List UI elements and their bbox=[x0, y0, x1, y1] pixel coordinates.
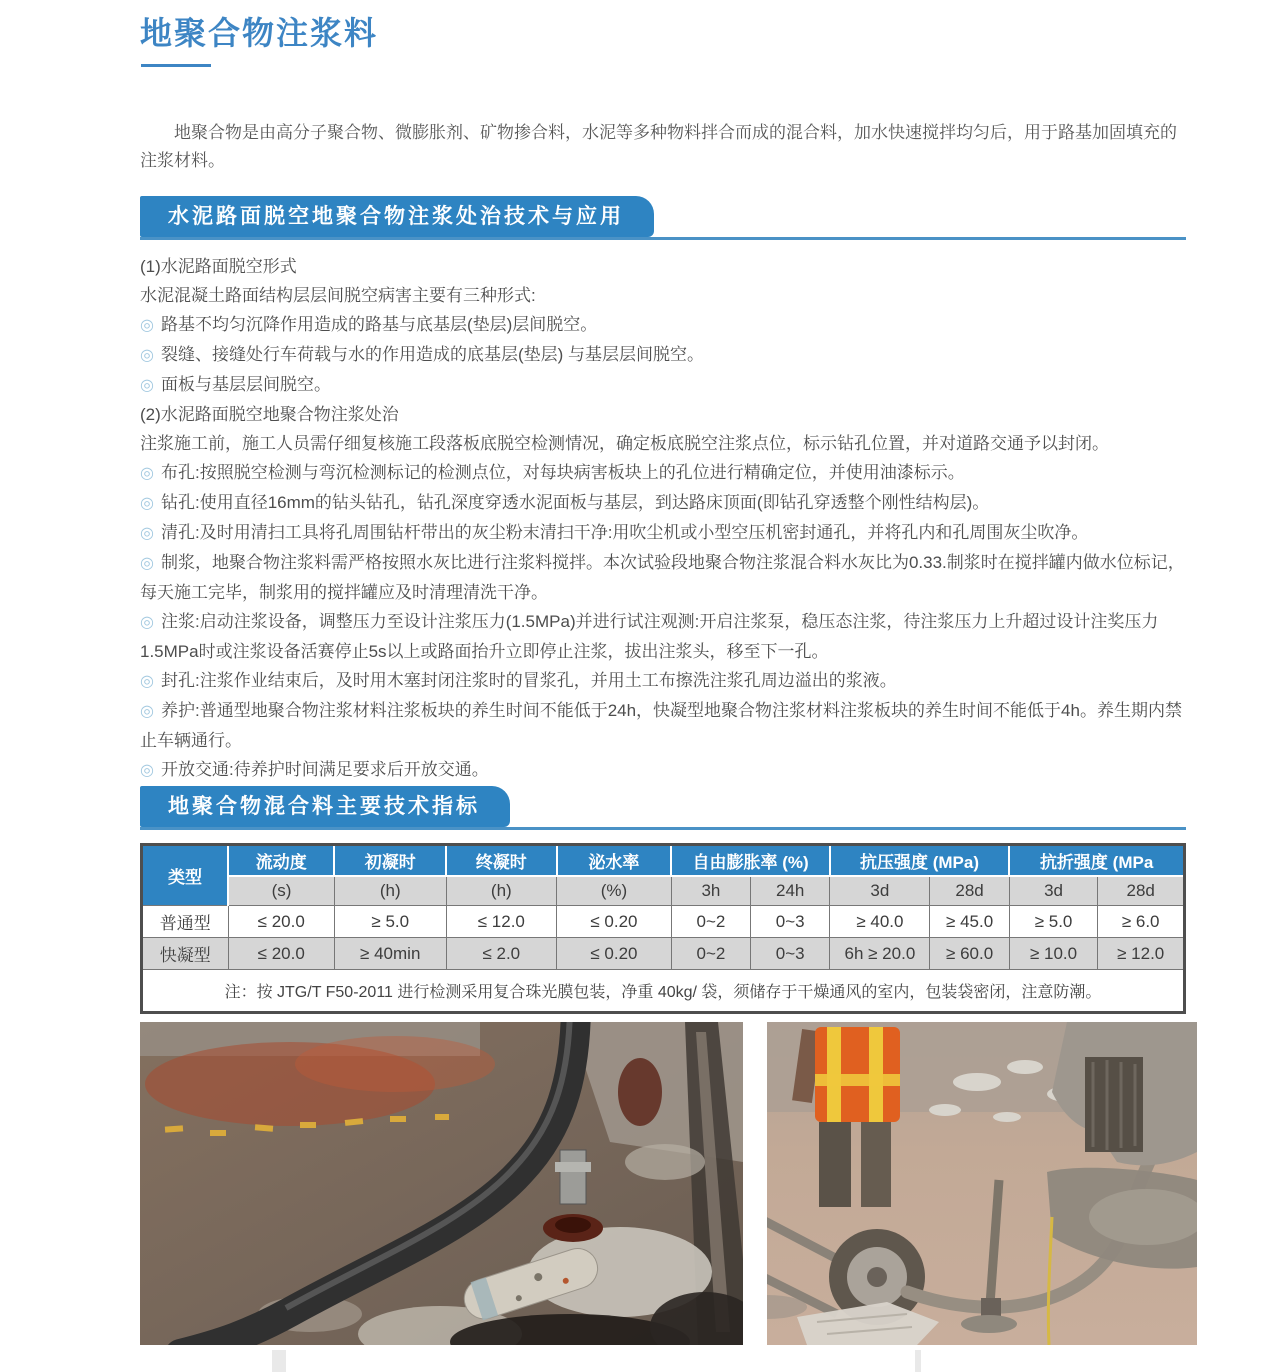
ring-bullet-icon: ◎ bbox=[140, 347, 154, 364]
spec-value-cell: ≤ 0.20 bbox=[557, 938, 672, 970]
title-underline-divider bbox=[141, 64, 211, 67]
col-header: 抗折强度 (MPa bbox=[1009, 845, 1184, 877]
ring-bullet-icon: ◎ bbox=[140, 525, 154, 542]
spec-value-cell: ≤ 20.0 bbox=[228, 938, 334, 970]
table-row bbox=[142, 938, 1185, 970]
spec-value-cell: 0~2 bbox=[671, 938, 750, 970]
col-subheader: (s) bbox=[228, 876, 334, 906]
col-subheader: 28d bbox=[930, 876, 1009, 906]
spec-value-cell: ≥ 5.0 bbox=[334, 906, 446, 938]
paragraph-text: (2)水泥路面脱空地聚合物注浆处治 bbox=[140, 405, 399, 424]
body-paragraph bbox=[140, 429, 1186, 458]
spec-value-cell: ≤ 0.20 bbox=[557, 906, 672, 938]
ring-bullet-icon: ◎ bbox=[140, 317, 154, 334]
table-note: 注：按 JTG/T F50-2011 进行检测采用复合珠光膜包装，净重 40kg/ 袋，须储存于干燥通风的室内，包装袋密闭，注意防潮。 bbox=[142, 970, 1185, 1013]
col-header: 流动度 bbox=[228, 845, 334, 877]
col-subheader: (%) bbox=[557, 876, 672, 906]
page-title: 地聚合物注浆料 bbox=[140, 15, 379, 51]
section2-banner-rule bbox=[140, 786, 1186, 830]
body-paragraph bbox=[140, 666, 1186, 696]
col-header: 终凝时 bbox=[446, 845, 557, 877]
body-paragraph bbox=[140, 696, 1186, 755]
section1-heading: 水泥路面脱空地聚合物注浆处治技术与应用 bbox=[140, 196, 654, 237]
spec-value-cell: ≥ 45.0 bbox=[930, 906, 1009, 938]
body-paragraph bbox=[140, 458, 1186, 488]
paragraph-text: 注浆施工前，施工人员需仔细复核施工段落板底脱空检测情况，确定板底脱空注浆点位，标示钻孔位置，并对道路交通予以封闭。 bbox=[140, 434, 1109, 453]
table-note-row bbox=[142, 970, 1185, 1013]
ring-bullet-icon: ◎ bbox=[140, 377, 154, 394]
col-header: 初凝时 bbox=[334, 845, 446, 877]
ring-bullet-icon: ◎ bbox=[140, 465, 154, 482]
paragraph-text: 注浆:启动注浆设备，调整压力至设计注浆压力(1.5MPa)并进行试注观测:开启注浆泵，稳压态注浆，待注浆压力上升超过设计注奖压力1.5MPa时或注浆设备活赛停止5s以上或路面抬升立即停止注浆，拔出注浆头，移至下一孔。 bbox=[140, 612, 1159, 661]
spec-value-cell: ≥ 5.0 bbox=[1009, 906, 1098, 938]
spec-table bbox=[140, 843, 1186, 1014]
spec-value-cell: 6h ≥ 20.0 bbox=[830, 938, 930, 970]
next-page-ghost-mark bbox=[272, 1350, 286, 1372]
section2-heading: 地聚合物混合料主要技术指标 bbox=[140, 786, 510, 827]
spec-value-cell: ≥ 40min bbox=[334, 938, 446, 970]
spec-value-cell: 0~3 bbox=[751, 906, 830, 938]
body-paragraph bbox=[140, 310, 1186, 340]
section1-banner-rule bbox=[140, 196, 1186, 240]
col-subheader: 3h bbox=[671, 876, 750, 906]
body-paragraph bbox=[140, 281, 1186, 310]
col-header: 泌水率 bbox=[557, 845, 672, 877]
paragraph-text: 钻孔:使用直径16mm的钻头钻孔，钻孔深度穿透水泥面板与基层，到达路床顶面(即钻孔穿透整个刚性结构层)。 bbox=[160, 493, 990, 512]
spec-value-cell: ≥ 10.0 bbox=[1009, 938, 1098, 970]
spec-value-cell: 0~3 bbox=[751, 938, 830, 970]
ring-bullet-icon: ◎ bbox=[140, 614, 154, 631]
body-paragraph bbox=[140, 518, 1186, 548]
row-type-label: 快凝型 bbox=[142, 938, 229, 970]
paragraph-text: 封孔:注浆作业结束后，及时用木塞封闭注浆时的冒浆孔，并用土工布擦洗注浆孔周边溢出的浆液。 bbox=[160, 671, 897, 690]
body-paragraph bbox=[140, 755, 1186, 785]
spec-table-body bbox=[142, 906, 1185, 1013]
spec-value-cell: ≥ 40.0 bbox=[830, 906, 930, 938]
row-type-label: 普通型 bbox=[142, 906, 229, 938]
body-paragraph bbox=[140, 607, 1186, 666]
body-paragraph bbox=[140, 400, 1186, 429]
spec-value-cell: ≥ 60.0 bbox=[930, 938, 1009, 970]
spec-table-wrap bbox=[140, 843, 1186, 1014]
grouting-hole-road-photo bbox=[140, 1022, 743, 1345]
paragraph-text: 清孔:及时用清扫工具将孔周围钻杆带出的灰尘粉末清扫干净:用吹尘机或小型空压机密封通孔，并将孔内和孔周围灰尘吹净。 bbox=[160, 523, 1089, 542]
spec-value-cell: ≤ 2.0 bbox=[446, 938, 557, 970]
col-subheader: (h) bbox=[334, 876, 446, 906]
spec-table-head bbox=[142, 845, 1185, 906]
paragraph-text: 布孔:按照脱空检测与弯沉检测标记的检测点位，对每块病害板块上的孔位进行精确定位，并使用油漆标示。 bbox=[160, 463, 965, 482]
paragraph-text: 路基不均匀沉降作用造成的路基与底基层(垫层)层间脱空。 bbox=[160, 315, 598, 334]
section1-body bbox=[140, 252, 1186, 785]
ring-bullet-icon: ◎ bbox=[140, 762, 154, 779]
next-page-ghost-mark bbox=[915, 1350, 921, 1372]
paragraph-text: 养护:普通型地聚合物注浆材料注浆板块的养生时间不能低于24h，快凝型地聚合物注浆材料注浆板块的养生时间不能低于4h。养生期内禁止车辆通行。 bbox=[140, 701, 1182, 750]
col-header-type: 类型 bbox=[142, 845, 229, 906]
ring-bullet-icon: ◎ bbox=[140, 673, 154, 690]
col-subheader: (h) bbox=[446, 876, 557, 906]
col-header: 自由膨胀率 (%) bbox=[671, 845, 830, 877]
body-paragraph bbox=[140, 548, 1186, 607]
col-subheader: 3d bbox=[1009, 876, 1098, 906]
paragraph-text: 开放交通:待养护时间满足要求后开放交通。 bbox=[160, 760, 489, 779]
paragraph-text: 水泥混凝土路面结构层层间脱空病害主要有三种形式: bbox=[140, 286, 536, 305]
spec-value-cell: ≥ 12.0 bbox=[1098, 938, 1185, 970]
spec-value-cell: ≤ 12.0 bbox=[446, 906, 557, 938]
body-paragraph bbox=[140, 252, 1186, 281]
ring-bullet-icon: ◎ bbox=[140, 495, 154, 512]
paragraph-text: (1)水泥路面脱空形式 bbox=[140, 257, 297, 276]
intro-paragraph: 地聚合物是由高分子聚合物、微膨胀剂、矿物掺合料，水泥等多种物料拌合而成的混合料，加水快速搅拌均匀后，用于路基加固填充的注浆材料。 bbox=[140, 123, 1177, 170]
body-paragraph bbox=[140, 488, 1186, 518]
paragraph-text: 制浆，地聚合物注浆料需严格按照水灰比进行注浆料搅拌。本次试验段地聚合物注浆混合料水灰比为0.33.制浆时在搅拌罐内做水位标记，每天施工完毕，制浆用的搅拌罐应及时清理清洗干净。 bbox=[140, 553, 1185, 602]
ring-bullet-icon: ◎ bbox=[140, 703, 154, 720]
spec-value-cell: 0~2 bbox=[671, 906, 750, 938]
body-paragraph bbox=[140, 370, 1186, 400]
spec-value-cell: ≤ 20.0 bbox=[228, 906, 334, 938]
body-paragraph bbox=[140, 340, 1186, 370]
table-row bbox=[142, 906, 1185, 938]
paragraph-text: 裂缝、接缝处行车荷载与水的作用造成的底基层(垫层) 与基层层间脱空。 bbox=[160, 345, 705, 364]
spec-value-cell: ≥ 6.0 bbox=[1098, 906, 1185, 938]
paragraph-text: 面板与基层层间脱空。 bbox=[160, 375, 331, 394]
col-subheader: 28d bbox=[1098, 876, 1185, 906]
col-subheader: 3d bbox=[830, 876, 930, 906]
ring-bullet-icon: ◎ bbox=[140, 555, 154, 572]
col-header: 抗压强度 (MPa) bbox=[830, 845, 1009, 877]
grouting-site-worker-photo bbox=[767, 1022, 1197, 1345]
col-subheader: 24h bbox=[751, 876, 830, 906]
